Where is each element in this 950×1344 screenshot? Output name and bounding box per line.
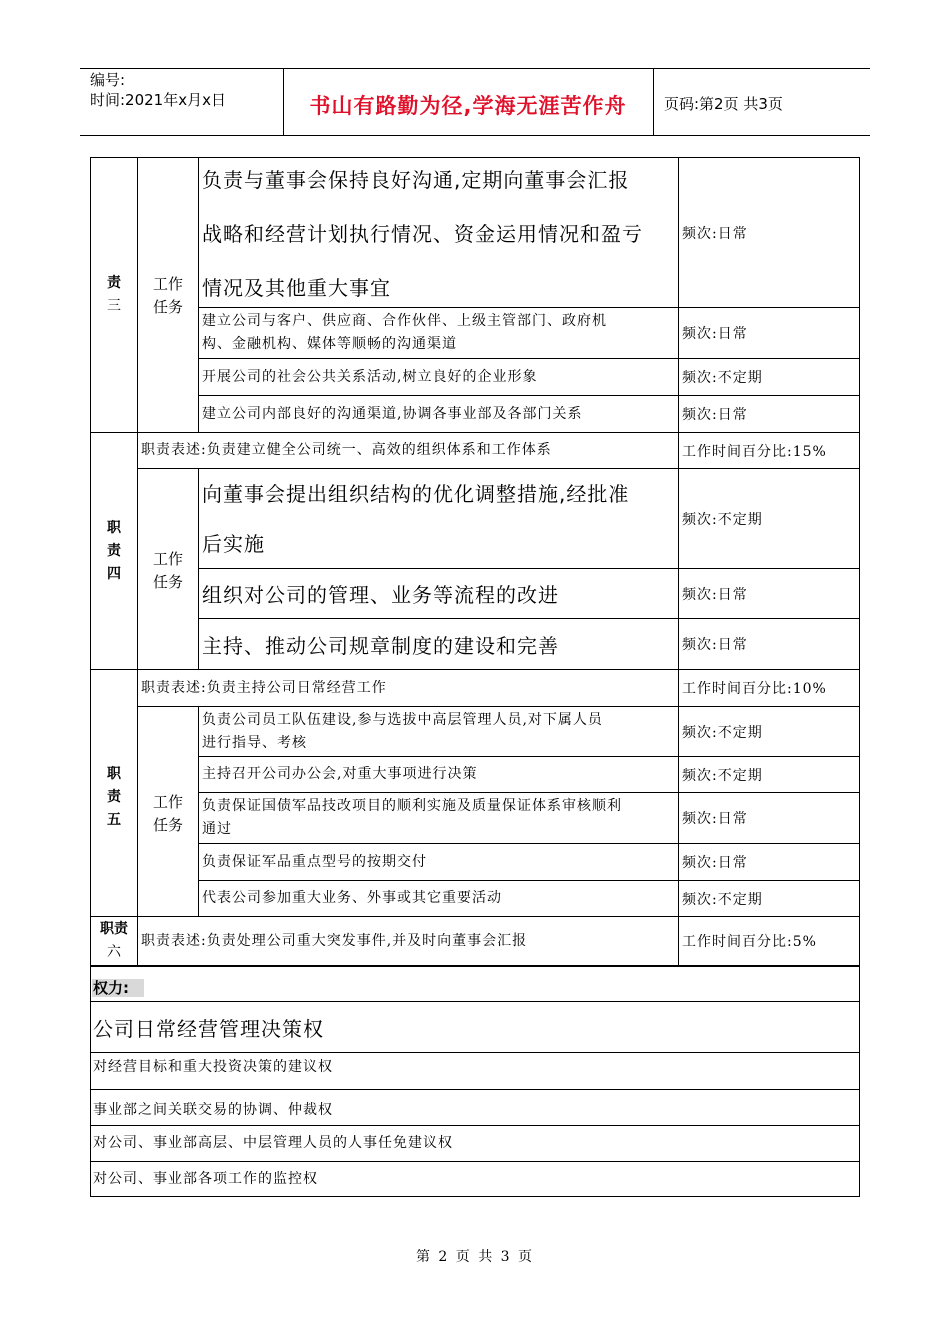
duty5-task-5: 代表公司参加重大业务、外事或其它重要活动 [202, 890, 502, 906]
table-col-divider-task-d3 [198, 157, 199, 432]
power-item: 公司日常经营管理决策权 [93, 1016, 324, 1041]
duty4-task-2: 组织对公司的管理、业务等流程的改进 [202, 583, 559, 607]
duty4-task-3-freq: 频次:日常 [682, 637, 748, 653]
duty4-task-1 [202, 469, 678, 568]
header-top-rule [80, 68, 870, 69]
task-text: 建立公司与客户、供应商、合作伙伴、上级主管部门、政府机 [202, 313, 607, 329]
duty5-percent: 工作时间百分比:10% [682, 681, 827, 697]
task-text: 后实施 [202, 531, 265, 556]
duty5-label [91, 762, 137, 832]
duty3-label-char: 责 [107, 275, 121, 291]
table-bottom-border [90, 965, 860, 967]
duty-label-char: 五 [107, 811, 121, 828]
duty5-task-4-freq: 频次:日常 [682, 855, 748, 871]
duty5-task-2: 主持召开公司办公会,对重大事项进行决策 [202, 766, 478, 782]
duty5-description: 职责表述:负责主持公司日常经营工作 [141, 679, 387, 696]
duty-label-char: 责 [107, 788, 121, 805]
header-motto: 书山有路勤为径,学海无涯苦作舟 [309, 94, 627, 118]
table-col-divider-task-d5 [198, 706, 199, 916]
task-text: 负责与董事会保持良好沟通,定期向董事会汇报 [202, 167, 630, 192]
duty3-task-2-freq: 频次:日常 [682, 326, 748, 342]
header-bottom-rule [80, 135, 870, 136]
task-text: 通过 [202, 821, 232, 837]
duty3-task-4-freq: 频次:日常 [682, 407, 748, 423]
table-right-border [859, 157, 860, 967]
power-item: 对经营目标和重大投资决策的建议权 [93, 1059, 333, 1075]
task-text: 情况及其他重大事宜 [202, 275, 391, 300]
duty4-percent: 工作时间百分比:15% [682, 443, 827, 460]
duty3-task-1 [202, 160, 678, 307]
task-text: 负责公司员工队伍建设,参与选拔中高层管理人员,对下属人员 [202, 711, 603, 728]
duty5-task-1 [202, 707, 678, 756]
duty5-task-3-freq: 频次:日常 [682, 811, 748, 827]
duty4-task-label [138, 547, 198, 595]
powers-title: 权力: [93, 979, 129, 997]
duty3-task-label [138, 272, 198, 320]
power-item: 对公司、事业部高层、中层管理人员的人事任免建议权 [93, 1135, 453, 1151]
page-footer: 第 2 页 共 3 页 [415, 1249, 535, 1265]
duty4-label [91, 520, 137, 582]
task-text: 战略和经营计划执行情况、资金运用情况和盈亏 [202, 221, 643, 246]
duty-label-char: 六 [107, 944, 121, 960]
document-number-label: 编号: [90, 71, 126, 89]
duty4-task-2-freq: 频次:日常 [682, 586, 748, 603]
task-label-line: 任务 [152, 573, 183, 591]
power-item: 对公司、事业部各项工作的监控权 [93, 1170, 318, 1187]
task-text: 负责保证国债军品技改项目的顺利实施及质量保证体系审核顺利 [202, 798, 622, 814]
duty3-task-3-freq: 频次:不定期 [682, 370, 763, 386]
duty4-description: 职责表述:负责建立健全公司统一、高效的组织体系和工作体系 [141, 442, 552, 458]
duty4-task-3: 主持、推动公司规章制度的建设和完善 [202, 633, 559, 658]
task-label-line: 工作 [152, 793, 183, 811]
power-item: 事业部之间关联交易的协调、仲裁权 [93, 1102, 333, 1118]
duty3-label [91, 270, 137, 320]
duty3-task-2 [202, 308, 678, 358]
task-label-line: 任务 [152, 298, 183, 316]
duty-label-char: 职 [107, 519, 121, 536]
duty-label-char: 四 [107, 565, 121, 582]
task-text: 向董事会提出组织结构的优化调整措施,经批准 [202, 481, 630, 506]
duty6-description: 职责表述:负责处理公司重大突发事件,并及时向董事会汇报 [141, 932, 528, 949]
header-divider-2 [653, 68, 654, 136]
duty5-task-1-freq: 频次:不定期 [682, 724, 763, 741]
duty5-task-label [138, 790, 198, 838]
duty5-task-5-freq: 频次:不定期 [682, 891, 763, 908]
task-text: 进行指导、考核 [202, 734, 307, 751]
duty6-label [91, 918, 137, 964]
powers-bottom-border [90, 1196, 860, 1197]
duty5-task-4: 负责保证军品重点型号的按期交付 [202, 853, 427, 870]
task-text: 构、金融机构、媒体等顺畅的沟通渠道 [202, 336, 457, 352]
table-col-divider-freq [678, 157, 679, 967]
duty-label-char: 职 [107, 765, 121, 782]
duty3-label-char: 三 [107, 298, 121, 314]
task-label-line: 工作 [152, 550, 183, 568]
duty6-percent: 工作时间百分比:5% [682, 934, 817, 950]
task-label-line: 工作 [152, 275, 183, 293]
duty3-task-1-freq: 频次:日常 [682, 225, 748, 242]
duty-label-char: 责 [107, 542, 121, 559]
duty3-task-4: 建立公司内部良好的沟通渠道,协调各事业部及各部门关系 [202, 405, 583, 422]
duty4-task-1-freq: 频次:不定期 [682, 511, 763, 528]
header-page-info: 页码:第2页 共3页 [664, 95, 783, 113]
duty5-task-3 [202, 793, 678, 843]
document-date: 时间:2021年x月x日 [90, 91, 226, 109]
duty3-task-3: 开展公司的社会公共关系活动,树立良好的企业形象 [202, 368, 538, 385]
header-meta [90, 70, 226, 110]
duty5-task-2-freq: 频次:不定期 [682, 767, 763, 784]
task-label-line: 任务 [152, 816, 183, 834]
duty-label-char: 职责 [100, 921, 128, 937]
